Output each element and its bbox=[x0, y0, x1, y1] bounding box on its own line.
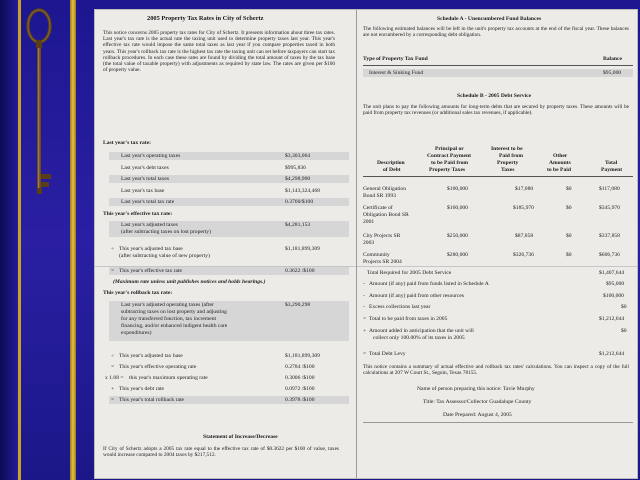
col-interest-3: Property bbox=[497, 160, 519, 166]
preparer-name: Name of person preparing this notice: Tavie Murphy bbox=[417, 386, 535, 392]
summary-value-0: $1,407,644 bbox=[599, 270, 625, 276]
right-page bbox=[363, 10, 635, 478]
summary-value-2: $100,000 bbox=[603, 293, 624, 299]
rb-ops-value: $3,290,298 bbox=[285, 302, 311, 308]
debt-2-interest: $87,858 bbox=[515, 233, 534, 239]
eff-taxes-label: Last year's adjusted taxes bbox=[121, 222, 178, 228]
anticip-label-1: Amount added in anticipation that the unit will bbox=[369, 328, 474, 334]
eff-note: (Maximum rate unless unit publishes notices and holds hearings.) bbox=[113, 279, 266, 285]
levy-prefix: = bbox=[363, 351, 367, 357]
last-year-label-4: Last year's total tax rate bbox=[121, 199, 175, 205]
debt-0-total: $117,080 bbox=[599, 186, 620, 192]
rb-value-0: $1,181,899,309 bbox=[285, 353, 320, 359]
debt-0-principal: $100,000 bbox=[447, 186, 468, 192]
summary-prefix-2: - bbox=[363, 293, 365, 299]
debt-1-interest: $185,970 bbox=[513, 205, 534, 211]
rb-value-4: 0.3978 /$100 bbox=[285, 397, 315, 403]
rb-prefix-3: + bbox=[111, 386, 115, 392]
left-page bbox=[99, 10, 351, 478]
debt-2-other: $0 bbox=[566, 233, 572, 239]
col-total-1: Total bbox=[605, 160, 618, 166]
debt-1-desc-2: Obligation Bond SR bbox=[363, 212, 409, 218]
rb-label-3: This year's debt rate bbox=[119, 386, 164, 392]
last-year-value-4: 0.3760/$100 bbox=[285, 199, 314, 205]
closing-text: This notice contains a summary of actual effective and rollback tax rates' calculations. You can inspect a copy of the full calculations at 207 W Court St., Seguin, Texas 78155. bbox=[363, 364, 629, 377]
rb-label-2: this year's maximum operating rate bbox=[129, 375, 208, 381]
rb-ops-label-4: financing, and/or enhanced indigent health care bbox=[121, 323, 228, 329]
preparer-title: Title: Tax Assessor/Collector Guadalupe County bbox=[423, 399, 532, 405]
summary-value-1: $95,000 bbox=[606, 281, 625, 287]
eff-rate-prefix: = bbox=[111, 268, 115, 274]
debt-3-desc-1: Community bbox=[363, 252, 390, 258]
debt-1-desc-1: Certificate of bbox=[363, 205, 393, 211]
rb-ops-label-3: for any transferred function, tax increment bbox=[121, 316, 217, 322]
col-desc-2: of Debt bbox=[383, 167, 401, 173]
rb-prefix-2: x 1.08 = bbox=[105, 375, 124, 381]
eff-rate-label: This year's effective tax rate bbox=[119, 268, 183, 274]
col-interest-2: Paid from bbox=[499, 153, 523, 159]
rb-value-1: 0.2784 /$100 bbox=[285, 364, 315, 370]
eff-rate-value: 0.3622 /$100 bbox=[285, 268, 315, 274]
last-year-value-2: $4,298,900 bbox=[285, 176, 311, 182]
schedule-a-text: The following estimated balances will be left in the unit's property tax accounts at the end of the fiscal year. These balances are not encumbered by a corresponding debt obligation. bbox=[363, 26, 629, 39]
anticip-value: $0 bbox=[621, 328, 627, 334]
rb-value-2: 0.3006 /$100 bbox=[285, 375, 315, 381]
last-year-value-3: $1,143,324,468 bbox=[285, 188, 320, 194]
left-gold-line bbox=[18, 0, 21, 480]
rb-ops-label-5: expenditures) bbox=[121, 330, 152, 336]
debt-0-desc-2: Bond SR 1993 bbox=[363, 193, 396, 199]
debt-3-desc-2: Projects SR 2004 bbox=[363, 259, 402, 265]
col-other-1: Other bbox=[553, 153, 568, 159]
eff-base-label: This year's adjusted tax base bbox=[119, 246, 183, 252]
schedule-a-fund: Interest & Sinking Fund bbox=[369, 70, 424, 76]
rb-value-3: 0.0972 /$100 bbox=[285, 386, 315, 392]
debt-1-total: $345,970 bbox=[599, 205, 620, 211]
schedule-a-col-type: Type of Property Tax Fund bbox=[363, 56, 428, 62]
summary-value-4: $1,212,644 bbox=[599, 316, 625, 322]
anticip-label-2: collect only 100.00% of its taxes in 2005 bbox=[373, 335, 465, 341]
rb-ops-label-1: Last year's adjusted operating taxes (after bbox=[121, 302, 214, 308]
levy-value: $1,212,644 bbox=[599, 351, 625, 357]
anticip-prefix: + bbox=[363, 328, 367, 334]
col-principal-4: Property Taxes bbox=[429, 167, 466, 173]
col-total-2: Payment bbox=[601, 167, 623, 173]
schedule-a-balance: $95,000 bbox=[603, 70, 622, 76]
schedule-b-heading: Schedule B - 2005 Debt Service bbox=[457, 93, 532, 99]
debt-1-other: $0 bbox=[566, 205, 572, 211]
debt-2-desc-1: City Projects SR bbox=[363, 233, 401, 239]
vertical-gold-bar bbox=[70, 0, 76, 480]
summary-label-0: Total Required for 2005 Debt Service bbox=[367, 270, 452, 276]
eff-taxes-value: $4,281,153 bbox=[285, 222, 311, 228]
debt-2-desc-2: 2003 bbox=[363, 240, 375, 246]
summary-prefix-3: - bbox=[363, 304, 365, 310]
last-year-label-1: Last year's debt taxes bbox=[121, 165, 169, 171]
notice-title: 2005 Property Tax Rates in City of Schertz bbox=[147, 15, 264, 22]
schedule-a-col-balance: Balance bbox=[603, 56, 622, 62]
col-principal-2: Contract Payment bbox=[427, 153, 471, 159]
rb-label-0: This year's adjusted tax base bbox=[119, 353, 183, 359]
rb-prefix-4: = bbox=[111, 397, 115, 403]
debt-0-other: $0 bbox=[566, 186, 572, 192]
debt-3-principal: $280,000 bbox=[447, 252, 468, 258]
date-prepared: Date Prepared: August 4, 2005 bbox=[443, 412, 512, 418]
tax-notice-document bbox=[95, 10, 637, 478]
antique-key-image bbox=[22, 6, 56, 206]
debt-0-interest: $17,080 bbox=[515, 186, 534, 192]
last-year-label-2: Last year's total taxes bbox=[121, 176, 170, 182]
eff-base-prefix: ÷ bbox=[111, 246, 115, 252]
summary-label-4: Total to be paid from taxes in 2005 bbox=[369, 316, 448, 322]
eff-base-value: $1,181,899,309 bbox=[285, 246, 320, 252]
rb-label-4: This year's total rollback rate bbox=[119, 397, 185, 403]
summary-label-1: Amount (if any) paid from funds listed in Schedule A bbox=[369, 281, 489, 287]
summary-label-3: Excess collections last year bbox=[369, 304, 431, 310]
eff-base-sublabel: (after subtracting value of new property) bbox=[119, 253, 210, 259]
summary-prefix-4: = bbox=[363, 316, 367, 322]
debt-3-total: $606,736 bbox=[599, 252, 620, 258]
last-year-value-1: $995,836 bbox=[285, 165, 306, 171]
debt-2-principal: $250,000 bbox=[447, 233, 468, 239]
debt-1-principal: $160,000 bbox=[447, 205, 468, 211]
debt-3-interest: $326,736 bbox=[513, 252, 534, 258]
effective-heading: This year's effective tax rate: bbox=[103, 211, 173, 217]
col-interest-4: Taxes bbox=[501, 167, 515, 173]
col-other-2: Amounts bbox=[549, 160, 571, 166]
summary-prefix-1: - bbox=[363, 281, 365, 287]
col-desc-1: Description bbox=[377, 160, 405, 166]
intro-paragraph: This notice concerns 2005 property tax rates for City of Schertz. It presents information about three tax rates. Last year's tax rate is the actual rate the taxing unit used to determine property taxes last year. This year's effective tax rate would impose the same total taxes as last year if you compare properties taxed in both years. This year's rollback tax rate is the highest tax rate the taxing unit can set before taxpayers can start tax rollback procedures. In each case these rates are found by dividing the total amount of taxes by the tax base (the total value of taxable property) with adjustments as required by state law. The rates are given per $100 of property value. bbox=[103, 30, 335, 74]
rb-prefix-1: = bbox=[111, 364, 115, 370]
rb-label-1: This year's effective operating rate bbox=[119, 364, 197, 370]
statement-heading: Statement of Increase/Decrease bbox=[203, 434, 278, 440]
schedule-a-heading: Schedule A - Unencumbered Fund Balances bbox=[437, 16, 542, 22]
rollback-heading: This year's rollback tax rate: bbox=[103, 290, 173, 296]
col-interest-1: Interest to be bbox=[491, 146, 523, 152]
rb-prefix-0: ÷ bbox=[111, 353, 115, 359]
summary-value-3: $0 bbox=[621, 304, 627, 310]
col-other-3: to be Paid bbox=[547, 167, 571, 173]
debt-3-other: $0 bbox=[566, 252, 572, 258]
page-divider bbox=[356, 10, 357, 478]
rb-ops-label-2: subtracting taxes on lost property and adjusting bbox=[121, 309, 227, 315]
debt-0-desc-1: General Obligation bbox=[363, 186, 407, 192]
eff-taxes-sublabel: (after subtracting taxes on lost property) bbox=[121, 229, 211, 235]
schedule-b-text: The unit plans to pay the following amounts for long-term debts that are secured by property taxes. These amounts will be paid from property tax revenues (or additional sales tax revenues, if applicable). bbox=[363, 104, 629, 117]
debt-2-total: $337,858 bbox=[599, 233, 620, 239]
last-year-label-3: Last year's tax base bbox=[121, 188, 165, 194]
debt-1-desc-3: 2001 bbox=[363, 219, 375, 225]
last-year-label-0: Last year's operating taxes bbox=[121, 153, 181, 159]
col-principal-3: to be Paid from bbox=[431, 160, 469, 166]
statement-text: If City of Schertz adopts a 2005 tax rate equal to the effective tax rate of $0.3622 per $100 of value, taxes would increase compared to 2004 taxes by $217,512. bbox=[103, 446, 339, 459]
left-dark-bar bbox=[0, 0, 18, 480]
summary-label-2: Amount (if any) paid from other resources bbox=[369, 293, 465, 299]
last-year-heading: Last year's tax rate: bbox=[103, 140, 151, 146]
last-year-value-0: $3,303,064 bbox=[285, 153, 311, 159]
levy-label: Total Debt Levy bbox=[369, 351, 406, 357]
col-principal-1: Principal or bbox=[435, 146, 464, 152]
